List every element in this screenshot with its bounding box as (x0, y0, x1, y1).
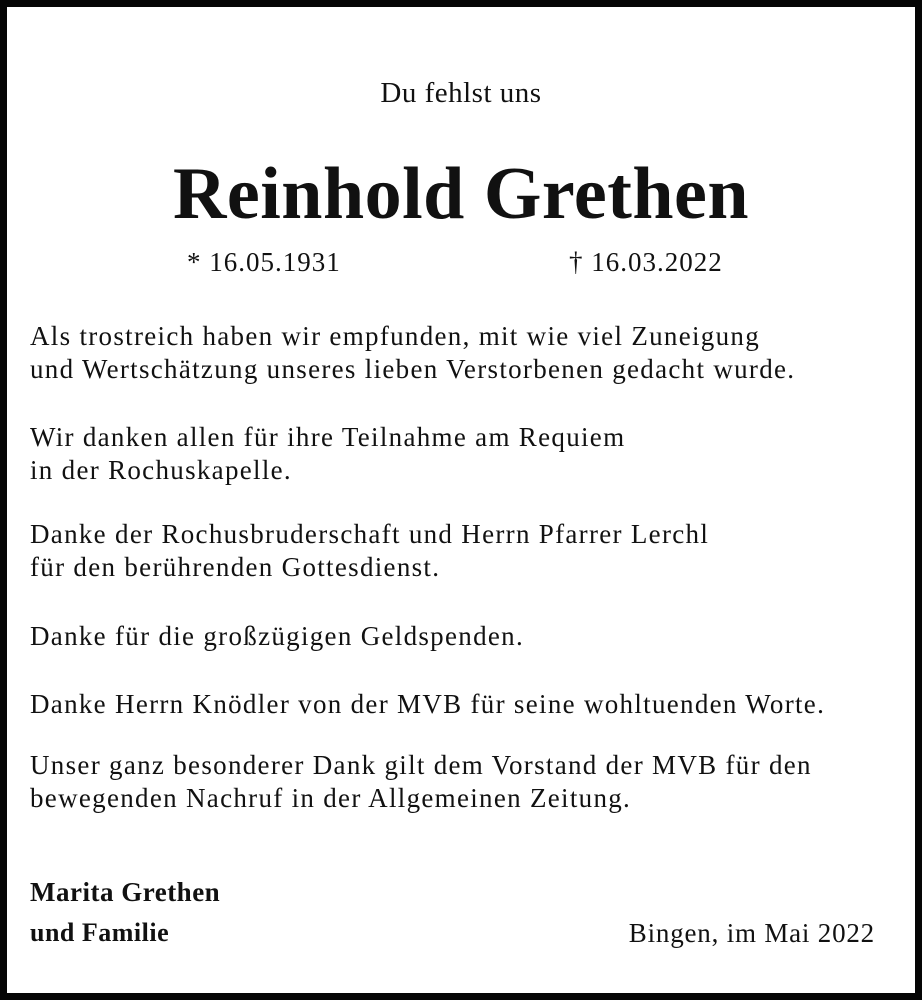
paragraph-service (30, 518, 709, 584)
paragraph-thanks-sympathy (30, 320, 795, 386)
text-line: für den berührenden Gottesdienst. (30, 552, 441, 582)
text-line: und Wertschätzung unseres lieben Verstorbenen gedacht wurde. (30, 354, 796, 384)
death-date: † 16.03.2022 (569, 247, 723, 277)
text-line: Danke für die großzügigen Geldspenden. (30, 621, 525, 651)
signature-name: Marita Grethen (30, 877, 221, 907)
text-line: Unser ganz besonderer Dank gilt dem Vorstand der MVB für den (30, 750, 812, 780)
text-line: bewegenden Nachruf in der Allgemeinen Zeitung. (30, 783, 632, 813)
text-line: Danke der Rochusbruderschaft und Herrn Pfarrer Lerchl (30, 519, 710, 549)
place-date: Bingen, im Mai 2022 (628, 918, 875, 948)
paragraph-requiem (30, 421, 625, 487)
text-line: Danke Herrn Knödler von der MVB für seine wohltuenden Worte. (30, 689, 826, 719)
paragraph-obituary (30, 749, 812, 815)
text-line: Wir danken allen für ihre Teilnahme am Requiem (30, 422, 626, 452)
text-line: in der Rochuskapelle. (30, 455, 292, 485)
signature-family: und Familie (30, 918, 170, 947)
deceased-name: Reinhold Grethen (172, 153, 750, 235)
paragraph-donations (30, 620, 524, 653)
paragraph-words (30, 688, 825, 721)
birth-date: * 16.05.1931 (187, 247, 341, 277)
headline: Du fehlst uns (380, 77, 542, 109)
text-line: Als trostreich haben wir empfunden, mit wie viel Zuneigung (30, 321, 760, 351)
